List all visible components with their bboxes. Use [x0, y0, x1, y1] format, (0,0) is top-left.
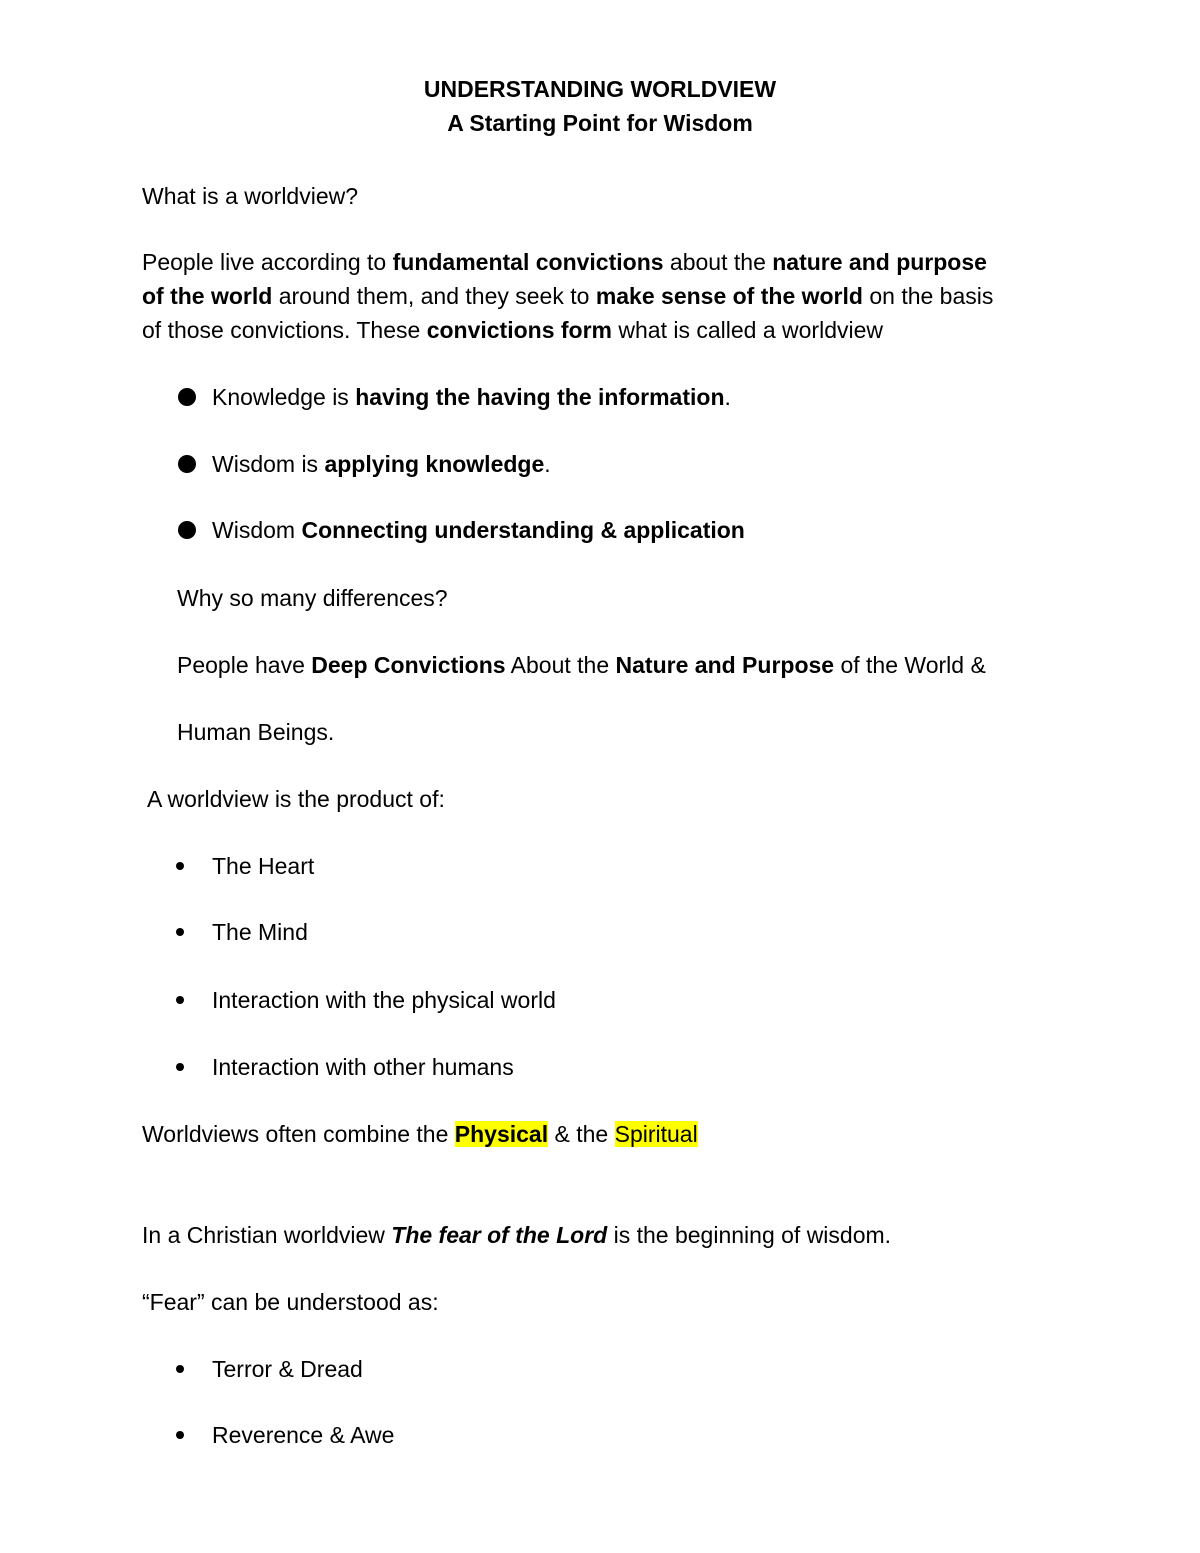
- fear-item: Reverence & Awe: [212, 1422, 395, 1448]
- intro-line-2: of the world around them, and they seek to make sense of the world on the basis: [142, 283, 994, 309]
- bullet-icon: [178, 388, 196, 406]
- bullet-icon: [176, 1365, 184, 1373]
- intro-line-3: of those convictions. These convictions form what is called a worldview: [142, 317, 884, 343]
- definition-wisdom-connecting: Wisdom Connecting understanding & application: [212, 517, 745, 543]
- fear-heading: “Fear” can be understood as:: [142, 1289, 439, 1315]
- document-title: UNDERSTANDING WORLDVIEW: [423, 76, 777, 102]
- document-subtitle: A Starting Point for Wisdom: [447, 110, 753, 136]
- christian-worldview-line: In a Christian worldview The fear of the Lord is the beginning of wisdom.: [142, 1222, 892, 1248]
- bullet-icon: [178, 455, 196, 473]
- bullet-icon: [176, 1431, 184, 1439]
- bullet-icon: [178, 521, 196, 539]
- product-item: The Heart: [212, 853, 315, 879]
- highlight-spiritual: Spiritual: [614, 1121, 698, 1147]
- highlight-physical: Physical: [454, 1121, 549, 1147]
- combine-line: Worldviews often combine the Physical & the Spiritual: [142, 1121, 698, 1147]
- definition-knowledge: Knowledge is having the having the information.: [212, 384, 731, 410]
- bullet-icon: [176, 996, 184, 1004]
- product-item: Interaction with the physical world: [212, 987, 556, 1013]
- deep-convictions-line-2: Human Beings.: [177, 719, 335, 745]
- product-heading: A worldview is the product of:: [147, 786, 445, 812]
- bullet-icon: [176, 928, 184, 936]
- deep-convictions-line-1: People have Deep Convictions About the Nature and Purpose of the World &: [177, 652, 986, 678]
- bullet-icon: [176, 1063, 184, 1071]
- definition-wisdom: Wisdom is applying knowledge.: [212, 451, 551, 477]
- question-what-is-worldview: What is a worldview?: [142, 183, 359, 209]
- product-item: The Mind: [212, 919, 308, 945]
- question-differences: Why so many differences?: [177, 585, 448, 611]
- product-item: Interaction with other humans: [212, 1054, 514, 1080]
- bullet-icon: [176, 862, 184, 870]
- intro-line-1: People live according to fundamental convictions about the nature and purpose: [142, 249, 987, 275]
- fear-item: Terror & Dread: [212, 1356, 363, 1382]
